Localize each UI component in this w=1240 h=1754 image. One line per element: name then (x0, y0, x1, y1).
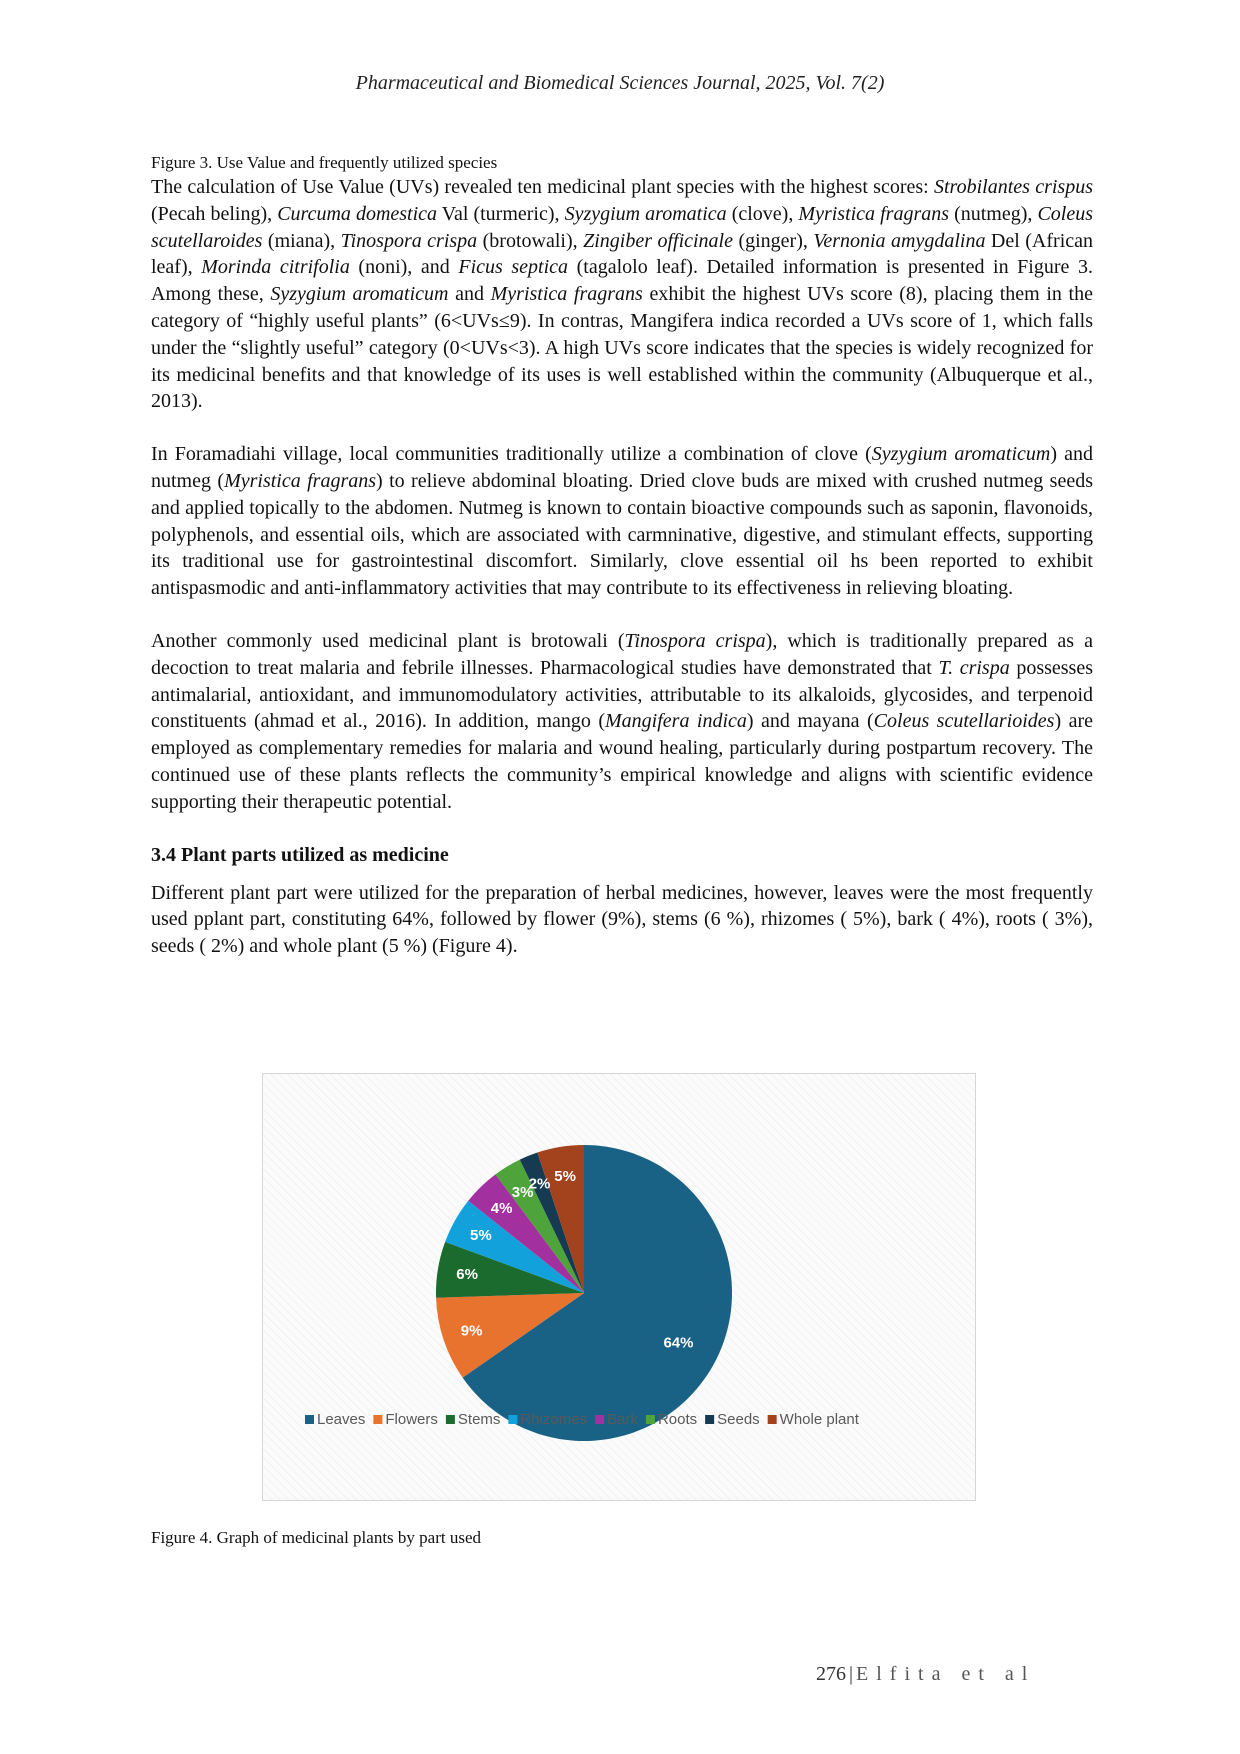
journal-header: Pharmaceutical and Biomedical Sciences Journal, 2025, Vol. 7(2) (355, 72, 885, 94)
data-label-whole-plant: 5% (554, 1168, 576, 1186)
text-run: ) and mayana ( (746, 710, 874, 733)
legend-swatch-whole-plant (768, 1415, 777, 1424)
text-run: (miana), (262, 229, 341, 252)
legend-label-flowers: Flowers (385, 1411, 438, 1428)
species-name: Coleus scutellaroides (151, 202, 1094, 252)
species-name: Myristica fragrans (224, 469, 377, 492)
data-label-seeds: 2% (528, 1175, 551, 1193)
text-run: Del (African leaf), (151, 229, 1094, 279)
data-label-roots: 3% (511, 1183, 534, 1201)
species-name: Tinospora crispa (624, 629, 766, 652)
pie-chart-figure (262, 1073, 976, 1501)
legend-swatch-rhizomes (508, 1415, 517, 1424)
species-name: Syzygium aromaticum (270, 283, 449, 306)
data-label-rhizomes: 5% (469, 1226, 492, 1244)
species-name: Myristica fragrans (798, 202, 950, 225)
text-run: ) and nutmeg ( (151, 443, 1094, 492)
legend-swatch-flowers (373, 1415, 382, 1424)
paragraph-brotowali (151, 628, 1093, 816)
legend-label-whole-plant: Whole plant (779, 1411, 859, 1428)
text-run: ) are employed as complementary remedies for malaria and wound healing, particularly during postpartum recovery. The continued use of these plants reflects the community’s empirical knowledge and aligns with scientific evidence supporting their therapeutic potential. (151, 710, 1093, 813)
text-run: (tagalolo leaf). Detailed information is presented in Figure 3. Among these, (151, 256, 1093, 306)
legend-swatch-bark (595, 1415, 604, 1424)
text-run: In Foramadiahi village, local communities traditionally utilize a combination of clove ( (151, 443, 872, 466)
text-run: ) to relieve abdominal bloating. Dried clove buds are mixed with crushed nutmeg seeds and applied topically to the abdomen. Nutmeg is known to contain bioactive compounds such as saponin, flavonoids, polyphenols, and essential oils, which are associated with carmninative, digestive, and stimulant effects, supporting its traditional use for gastrointestinal discomfort. Similarly, clove essential oil hs been reported to exhibit antispasmodic and anti-inflammatory activities that may contribute to its effectiveness in relieving bloating. (151, 469, 1093, 600)
text-run: Val (turmeric), (437, 202, 565, 225)
species-name: Myristica fragrans (490, 283, 643, 306)
species-name: Curcuma domestica (277, 202, 438, 225)
species-name: Zingiber officinale (583, 229, 733, 252)
footer-separator: | (849, 1663, 854, 1685)
page-footer (816, 1663, 1035, 1686)
page-number: 276 (816, 1663, 846, 1685)
text-run: (noni), and (349, 256, 459, 279)
text-run: The calculation of Use Value (UVs) revealed ten medicinal plant species with the highest scores: (151, 176, 934, 198)
paragraph-plant-parts (151, 880, 1093, 960)
legend-label-rhizomes: Rhizomes (520, 1411, 588, 1428)
figure4-caption: Figure 4. Graph of medicinal plants by part used (151, 1528, 482, 1547)
legend-label-bark: Bark (607, 1411, 638, 1428)
species-name: Tinospora crispa (340, 229, 478, 252)
text-run: ), which is traditionally prepared as a decoction to treat malaria and febrile illnesses. Pharmacological studies have demonstrated that (151, 629, 1093, 679)
species-name: Coleus scutellarioides (873, 710, 1055, 733)
species-name: Strobilantes crispus (934, 176, 1093, 198)
data-label-flowers: 9% (460, 1322, 483, 1340)
section-heading: 3.4 Plant parts utilized as medicine (151, 843, 449, 866)
species-name: Mangifera indica (605, 710, 747, 733)
species-name: Syzygium aromaticum (871, 443, 1051, 466)
legend-swatch-seeds (705, 1415, 714, 1424)
legend-label-roots: Roots (657, 1411, 698, 1428)
legend-label-seeds: Seeds (717, 1411, 760, 1428)
text-run: (clove), (726, 202, 799, 225)
figure3-caption: Figure 3. Use Value and frequently utilized species (151, 153, 498, 172)
footer-author: Elfita et al (856, 1663, 1036, 1685)
text-run: and (448, 283, 491, 306)
legend-label-stems: Stems (457, 1411, 501, 1428)
species-name: Morinda citrifolia (201, 256, 350, 279)
pie-chart (263, 1074, 975, 1500)
text-run: (Pecah beling), (151, 202, 278, 225)
text-run: (brotowali), (477, 229, 584, 252)
legend-swatch-leaves (305, 1415, 314, 1424)
text-run: Another commonly used medicinal plant is brotowali ( (151, 629, 625, 652)
species-name: Ficus septica (458, 256, 569, 279)
legend-swatch-roots (646, 1415, 655, 1424)
data-label-leaves: 64% (663, 1334, 694, 1352)
text-run: exhibit the highest UVs score (8), placing them in the category of “highly useful plants” (6<UVs≤9). In contras, Mangifera indica recorded a UVs score of 1, which falls under the “slightly useful” category (0<UVs<3). A high UVs score indicates that the species is widely recognized for its medicinal benefits and that knowledge of its uses is well established within the community (Albuquerque et al., 2013). (151, 283, 1093, 413)
legend-label-leaves: Leaves (317, 1411, 366, 1428)
species-name: T. crispa (938, 656, 1010, 679)
data-label-bark: 4% (490, 1199, 513, 1217)
text-run: possesses antimalarial, antioxidant, and immunomodulatory activities, attributable to its alkaloids, glycosides, and terpenoid constituents (ahmad et al., 2016). In addition, mango ( (151, 656, 1094, 733)
data-label-stems: 6% (456, 1266, 478, 1284)
article-body (151, 152, 1093, 960)
paragraph-use-value (151, 174, 1093, 415)
species-name: Syzygium aromatica (564, 202, 727, 225)
species-name: Vernonia amygdalina (813, 229, 986, 252)
legend-swatch-stems (446, 1415, 455, 1424)
text-run: (nutmeg), (949, 202, 1038, 225)
text-run: Different plant part were utilized for the preparation of herbal medicines, however, leaves were the most frequently used pplant part, constituting 64%, followed by flower (9%), stems (6 %), rhizomes ( 5%), bark ( 4%), roots ( 3%), seeds ( 2%) and whole plant (5 %) (Figure 4). (151, 881, 1093, 958)
paragraph-clove-nutmeg (151, 441, 1093, 602)
text-run: (ginger), (733, 229, 814, 252)
